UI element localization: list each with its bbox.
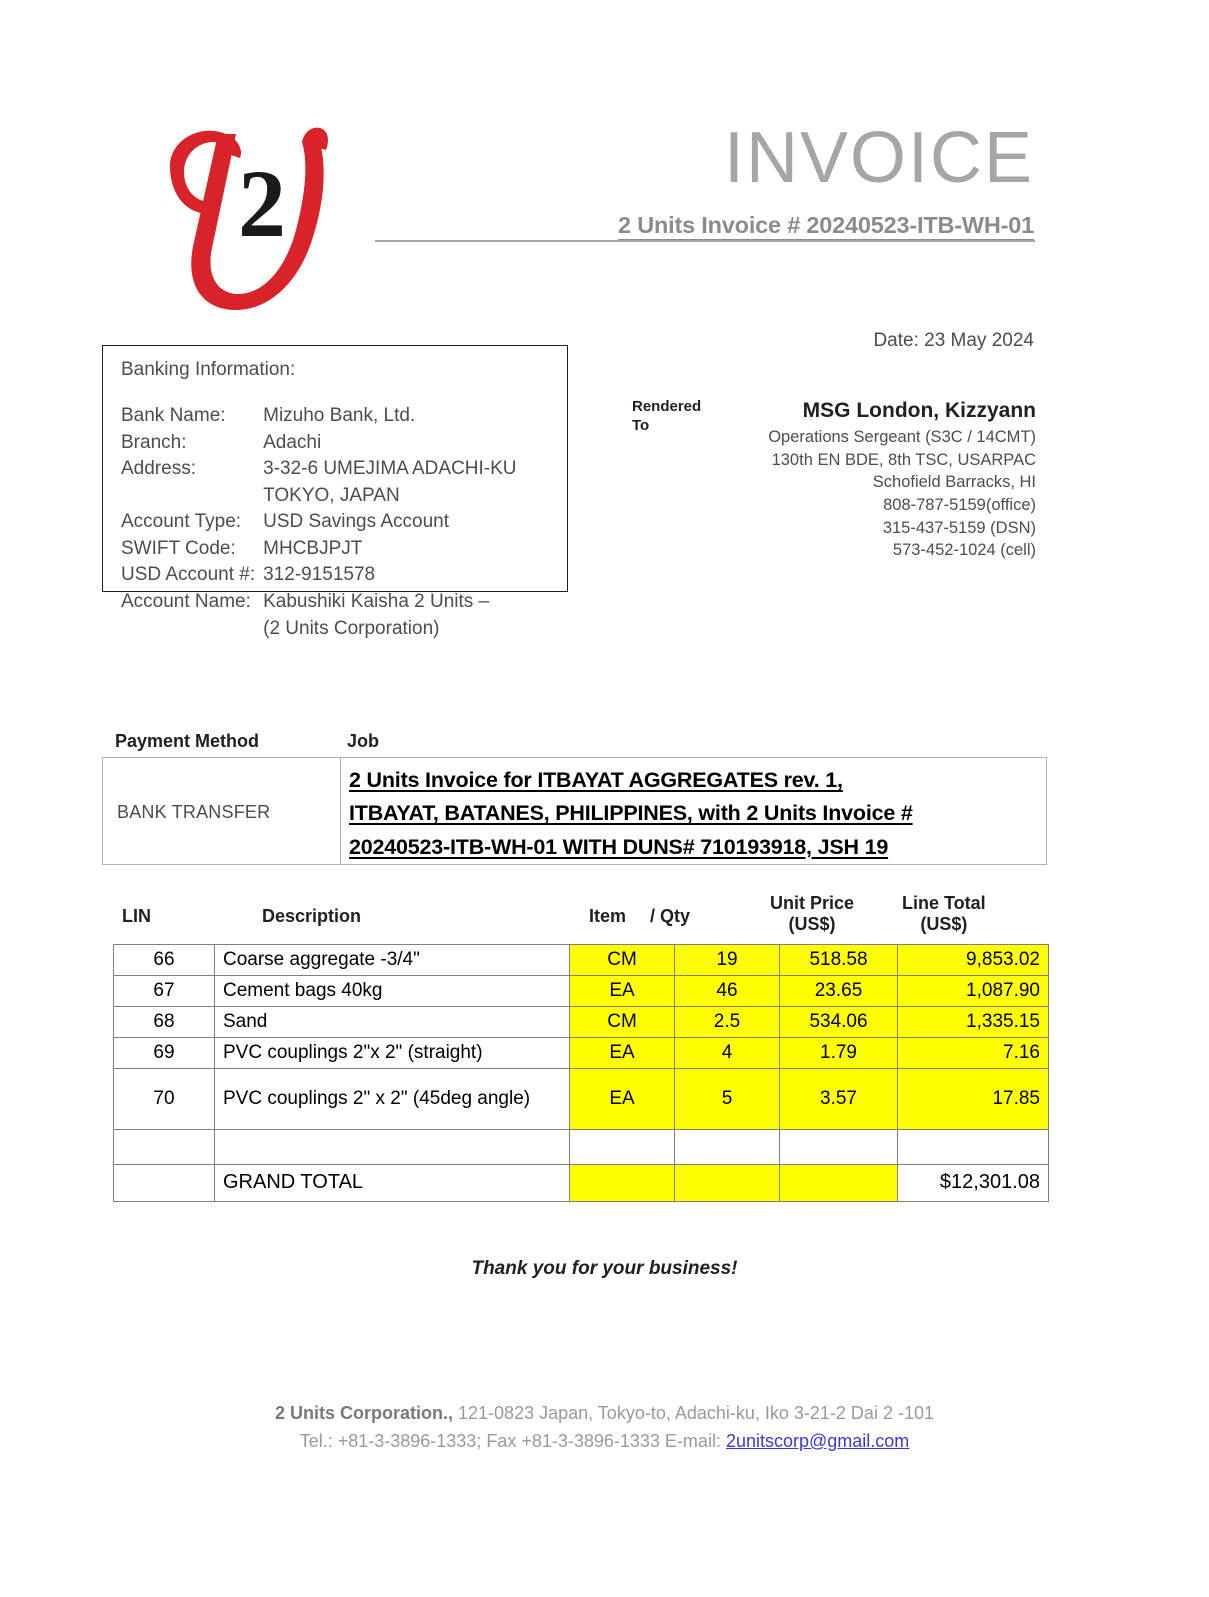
cell-item xyxy=(570,1130,675,1165)
banking-row xyxy=(121,589,517,616)
rendered-to-label-line2: To xyxy=(632,416,650,434)
column-header-line-total xyxy=(902,893,986,935)
rendered-to-label-line1: Rendered xyxy=(632,398,702,415)
cell-description xyxy=(215,1130,570,1165)
thank-you-note: Thank you for your business! xyxy=(471,1258,738,1279)
banking-row xyxy=(121,509,517,536)
footer-address-line xyxy=(0,1400,1209,1428)
cell-line-total: 1,335.15 xyxy=(898,1007,1049,1038)
banking-row xyxy=(121,456,517,483)
column-header-unit-price xyxy=(770,893,854,935)
banking-row xyxy=(121,483,517,510)
cell-unit-price: 1.79 xyxy=(780,1038,898,1069)
job-description-box xyxy=(340,757,1047,865)
banking-row xyxy=(121,536,517,563)
banking-label: Branch: xyxy=(121,431,187,453)
grand-total-label: GRAND TOTAL xyxy=(215,1165,570,1202)
banking-value: TOKYO, JAPAN xyxy=(263,484,400,506)
svg-text:2: 2 xyxy=(238,150,286,257)
payment-method-value: BANK TRANSFER xyxy=(117,802,271,822)
cell-qty: 19 xyxy=(675,945,780,976)
items-table-header xyxy=(102,893,1048,945)
column-header-line-total-line2: (US$) xyxy=(920,914,968,934)
banking-label: USD Account #: xyxy=(121,564,256,586)
company-logo xyxy=(140,118,370,318)
cell-qty: 2.5 xyxy=(675,1007,780,1038)
cell-qty: 46 xyxy=(675,976,780,1007)
page-footer xyxy=(0,1400,1209,1456)
banking-row xyxy=(121,616,517,643)
invoice-date: Date: 23 May 2024 xyxy=(873,330,1034,351)
cell-item: CM xyxy=(570,945,675,976)
cell-description: Coarse aggregate -3/4" xyxy=(215,945,570,976)
cell-lin: 66 xyxy=(114,945,215,976)
cell-lin xyxy=(114,1165,215,1202)
payment-method-heading: Payment Method xyxy=(115,731,260,751)
cell-line-total: 7.16 xyxy=(898,1038,1049,1069)
cell-lin: 68 xyxy=(114,1007,215,1038)
table-row xyxy=(114,945,1049,976)
banking-value: (2 Units Corporation) xyxy=(263,617,440,639)
rendered-to-block xyxy=(768,398,1036,562)
banking-value: 312-9151578 xyxy=(263,564,376,586)
cell-qty xyxy=(675,1130,780,1165)
invoice-number: 2 Units Invoice # 20240523-ITB-WH-01 xyxy=(618,212,1034,238)
table-row xyxy=(114,1069,1049,1130)
footer-email-link[interactable]: 2unitscorp@gmail.com xyxy=(725,1430,910,1451)
rendered-to-label xyxy=(632,398,701,436)
banking-details-table xyxy=(121,403,517,642)
cell-description: PVC couplings 2"x 2" (straight) xyxy=(215,1038,570,1069)
cell-unit-price: 23.65 xyxy=(780,976,898,1007)
job-line: 20240523-ITB-WH-01 WITH DUNS# 710193918, JSH 19 xyxy=(349,834,889,859)
recipient-line: Operations Sergeant (S3C / 14CMT) xyxy=(768,428,1036,447)
grand-total-value: $12,301.08 xyxy=(898,1165,1049,1202)
2units-logo-icon xyxy=(140,118,370,318)
banking-row xyxy=(121,562,517,589)
payment-method-box xyxy=(102,757,341,865)
banking-row xyxy=(121,403,517,430)
table-row xyxy=(114,976,1049,1007)
footer-contact-line xyxy=(0,1428,1209,1456)
banking-label xyxy=(121,616,263,643)
banking-label: Bank Name: xyxy=(121,405,226,426)
banking-title: Banking Information: xyxy=(121,359,296,380)
column-header-unit-price-line1: Unit Price xyxy=(770,893,855,913)
cell-item: EA xyxy=(570,1069,675,1130)
table-row-blank xyxy=(114,1130,1049,1165)
cell-lin: 67 xyxy=(114,976,215,1007)
footer-address: 121-0823 Japan, Tokyo-to, Adachi-ku, Iko 3-21-2 Dai 2 -101 xyxy=(453,1403,934,1423)
banking-label: SWIFT Code: xyxy=(121,537,236,559)
cell-qty: 5 xyxy=(675,1069,780,1130)
cell-description: PVC couplings 2" x 2" (45deg angle) xyxy=(215,1069,570,1130)
column-header-item: Item xyxy=(589,906,627,926)
cell-item: CM xyxy=(570,1007,675,1038)
banking-value: MHCBJPJT xyxy=(263,537,363,559)
banking-value: USD Savings Account xyxy=(263,511,449,533)
recipient-line: 130th EN BDE, 8th TSC, USARPAC xyxy=(771,450,1036,469)
banking-label: Account Name: xyxy=(121,591,251,613)
footer-company-name: 2 Units Corporation., xyxy=(275,1403,454,1423)
cell-unit-price: 3.57 xyxy=(780,1069,898,1130)
column-header-qty: / Qty xyxy=(650,906,691,926)
cell-unit-price xyxy=(780,1130,898,1165)
cell-line-total: 1,087.90 xyxy=(898,976,1049,1007)
cell-description: Cement bags 40kg xyxy=(215,976,570,1007)
cell-line-total: 17.85 xyxy=(898,1069,1049,1130)
banking-information-box xyxy=(102,345,568,639)
column-header-unit-price-line2: (US$) xyxy=(788,914,836,934)
banking-label xyxy=(121,483,263,510)
line-items-table xyxy=(113,944,1049,1202)
cell-description: Sand xyxy=(215,1007,570,1038)
header-divider xyxy=(375,240,1035,242)
cell-qty xyxy=(675,1165,780,1202)
job-line: 2 Units Invoice for ITBAYAT AGGREGATES rev. 1, xyxy=(349,768,843,792)
cell-line-total: 9,853.02 xyxy=(898,945,1049,976)
cell-qty: 4 xyxy=(675,1038,780,1069)
cell-lin: 70 xyxy=(114,1069,215,1130)
column-header-line-total-line1: Line Total xyxy=(902,893,986,913)
page-title: INVOICE xyxy=(723,118,1034,198)
cell-item: EA xyxy=(570,1038,675,1069)
column-header-lin: LIN xyxy=(122,906,151,926)
job-line: ITBAYAT, BATANES, PHILIPPINES, with 2 Units Invoice # xyxy=(349,801,913,826)
cell-lin xyxy=(114,1130,215,1165)
banking-value: Kabushiki Kaisha 2 Units – xyxy=(263,591,490,613)
recipient-line: Schofield Barracks, HI xyxy=(872,473,1036,492)
table-row xyxy=(114,1007,1049,1038)
cell-unit-price: 534.06 xyxy=(780,1007,898,1038)
cell-item xyxy=(570,1165,675,1202)
banking-row xyxy=(121,430,517,457)
banking-value: 3-32-6 UMEJIMA ADACHI-KU xyxy=(263,458,517,480)
cell-unit-price xyxy=(780,1165,898,1202)
cell-line-total xyxy=(898,1130,1049,1165)
banking-label: Address: xyxy=(121,458,196,480)
table-row xyxy=(114,1038,1049,1069)
cell-item: EA xyxy=(570,976,675,1007)
banking-label: Account Type: xyxy=(121,511,242,533)
recipient-line: 315-437-5159 (DSN) xyxy=(882,518,1036,537)
grand-total-row xyxy=(114,1165,1049,1202)
cell-lin: 69 xyxy=(114,1038,215,1069)
recipient-name: MSG London, Kizzyann xyxy=(802,399,1036,422)
banking-value: Mizuho Bank, Ltd. xyxy=(263,405,416,426)
cell-unit-price: 518.58 xyxy=(780,945,898,976)
column-header-description: Description xyxy=(262,906,362,926)
footer-contact: Tel.: +81-3-3896-1333; Fax +81-3-3896-1333 E-mail: xyxy=(299,1430,726,1451)
recipient-line: 808-787-5159(office) xyxy=(883,496,1036,515)
recipient-line: 573-452-1024 (cell) xyxy=(892,541,1036,560)
job-heading: Job xyxy=(347,731,380,751)
banking-value: Adachi xyxy=(263,431,322,453)
